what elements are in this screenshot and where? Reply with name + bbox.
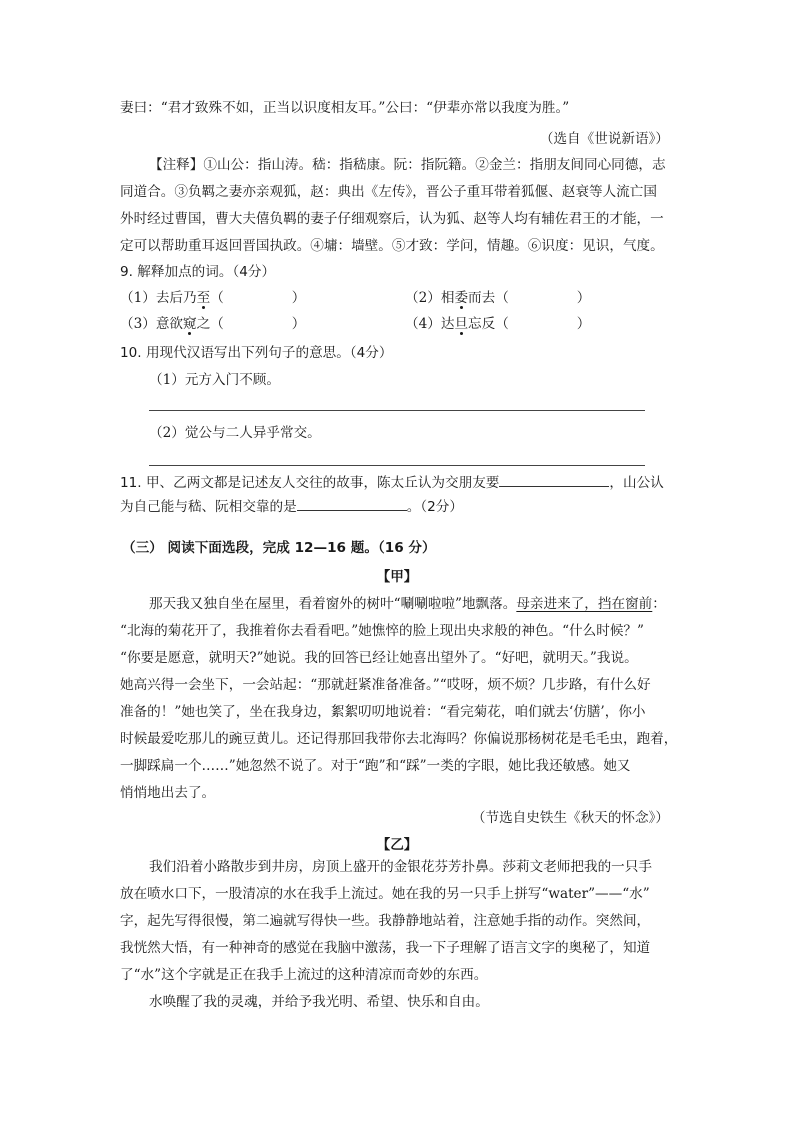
notes-line-3: 外时经过曹国，曹大夫僖负羁的妻子仔细观察后，认为狐、赵等人均有辅佐君王的才能，一 <box>120 211 664 227</box>
q9-item-1 <box>120 287 305 309</box>
jia-line-6: 时候最爱吃那儿的豌豆黄儿。还记得那回我带你去北海吗？你偏说那杨树花是毛毛虫，跑着， <box>120 731 678 747</box>
q11-text: ，山公认 <box>609 475 664 491</box>
notes-line-4: 定可以帮助重耳返回晋国执政。④墉：墙壁。⑤才致：学问，情趣。⑥识度：见识，气度。 <box>120 238 664 254</box>
q9-stem: 9. 解释加点的词。（4分） <box>120 264 276 280</box>
jia-line-5: 准备的！”她也笑了，坐在我身边，絮絮叨叨地说着：“看完菊花，咱们就去‘仿膳’，你小 <box>120 704 646 720</box>
yi-line-3: 字，起先写得很慢，第二遍就写得快一些。我静静地站着，注意她手指的动作。突然间， <box>120 913 651 929</box>
q11-line-1 <box>120 472 664 494</box>
yi-line-1: 我们沿着小路散步到井房，房顶上盛开的金银花芬芳扑鼻。莎莉文老师把我的一只手 <box>149 859 652 875</box>
jia-line-4: 她高兴得一会坐下，一会站起：“那就赶紧准备准备。”“哎呀，烦不烦？几步路，有什么好 <box>120 677 651 693</box>
q9-item-text: 之 <box>196 316 211 332</box>
notes-line-1: 【注释】①山公：指山涛。嵇：指嵇康。阮：指阮籍。②金兰：指朋友间同心同德，志 <box>149 157 666 173</box>
q9-dotted-word: 委 <box>454 290 469 306</box>
jia-line-8: 悄悄地出去了。 <box>120 785 216 801</box>
q11-text: 为自己能与嵇、阮相交靠的是 <box>120 499 297 515</box>
jia-source: （节选自史铁生《秋天的怀念》） <box>471 810 669 826</box>
q9-item-3 <box>120 313 305 335</box>
q9-item-4 <box>405 313 590 335</box>
section3-heading: （三） 阅读下面选段，完成 12—16 题。（16 分） <box>122 540 436 556</box>
q9-item-text: 忘反 <box>468 316 496 332</box>
passage-source: （选自《世说新语》） <box>539 131 669 147</box>
q10-sentence-1: （1）元方入门不顾。 <box>149 372 280 388</box>
q9-answer-blank[interactable]: （ ） <box>495 290 591 306</box>
q9-item-text: 而去 <box>468 290 496 306</box>
q9-item-num: （3） <box>120 316 156 332</box>
q9-answer-blank[interactable]: （ ） <box>210 290 306 306</box>
q11-text: 11. 甲、乙两文都是记述友人交往的故事，陈太丘认为交朋友要 <box>120 475 500 491</box>
q11-line-2 <box>120 496 463 518</box>
q9-item-2 <box>405 287 590 309</box>
yi-line-4: 我恍然大悟，有一种神奇的感觉在我脑中激荡，我一下子理解了语言文字的奥秘了，知道 <box>120 940 651 956</box>
q9-item-num: （2） <box>405 290 441 306</box>
jia-line-2: “北海的菊花开了，我推着你去看看吧。”她憔悴的脸上现出央求般的神色。“什么时候？” <box>120 623 644 639</box>
yi-line-2: 放在喷水口下，一股清凉的水在我手上流过。她在我的另一只手上拼写“water”——“水” <box>120 886 650 902</box>
q11-blank-2[interactable] <box>297 496 407 511</box>
q10-answer-line-1[interactable] <box>149 410 645 411</box>
q9-item-text: 意欲 <box>155 316 184 332</box>
jia-underlined-sentence: 母亲进来了，挡在窗前 <box>516 596 653 612</box>
passage-line: 妻曰：“君才致殊不如，正当以识度相友耳。”公曰：“伊辈亦常以我度为胜。” <box>120 100 570 116</box>
q10-answer-line-2[interactable] <box>149 465 645 466</box>
q11-text: 。（2分） <box>406 499 463 515</box>
q9-item-text: 去后乃 <box>155 290 197 306</box>
q10-stem: 10. 用现代汉语写出下列句子的意思。（4分） <box>120 345 393 361</box>
yi-line-5: 了“水”这个字就是正在我手上流过的这种清凉而奇妙的东西。 <box>120 967 488 983</box>
q9-item-num: （4） <box>405 316 441 332</box>
q11-blank-1[interactable] <box>499 472 609 487</box>
q9-dotted-word: 窥 <box>183 316 197 332</box>
yi-line-6: 水唤醒了我的灵魂，并给予我光明、希望、快乐和自由。 <box>149 994 489 1010</box>
jia-line-7: 一脚踩扁一个……”她忽然不说了。对于“跑”和“踩”一类的字眼，她比我还敏感。她又 <box>120 758 631 774</box>
jia-line-1 <box>149 593 666 615</box>
q9-dotted-word: 至 <box>196 290 211 306</box>
q9-answer-blank[interactable]: （ ） <box>495 316 591 332</box>
q9-item-text: 相 <box>440 290 455 306</box>
jia-text: ： <box>652 596 666 612</box>
q9-item-text: 达 <box>440 316 455 332</box>
jia-line-3: “你要是愿意，就明天?”她说。我的回答已经让她喜出望外了。“好吧，就明天。”我说。 <box>120 650 638 666</box>
q9-item-num: （1） <box>120 290 156 306</box>
passage-yi-title: 【乙】 <box>376 837 418 853</box>
q9-dotted-word: 旦 <box>454 316 469 332</box>
q9-answer-blank[interactable]: （ ） <box>210 316 306 332</box>
passage-jia-title: 【甲】 <box>376 569 418 585</box>
q10-sentence-2: （2）觉公与二人异乎常交。 <box>149 425 321 441</box>
jia-text: 那天我又独自坐在屋里，看着窗外的树叶“唰唰啦啦”地飘落。 <box>149 596 517 612</box>
notes-line-2: 同道合。③负羁之妻亦亲观狐，赵：典出《左传》，晋公子重耳带着狐偃、赵衰等人流亡国 <box>120 184 657 200</box>
